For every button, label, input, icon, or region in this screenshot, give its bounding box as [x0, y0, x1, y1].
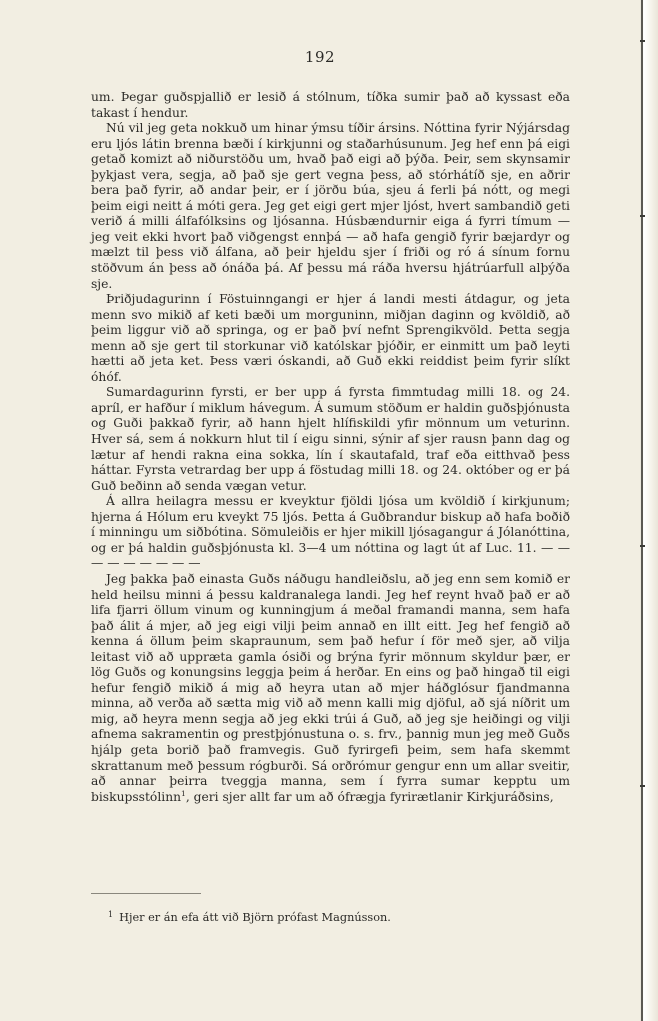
- paragraph-text: , geri sjer allt far um að ófrægja fyrirætlanir Kirkjuráðsins,: [185, 789, 554, 804]
- page-edge-mark: [640, 785, 645, 787]
- paragraph: Nú vil jeg geta nokkuð um hinar ýmsu tíðir ársins. Nóttina fyrir Nýjársdag eru ljós látin brenna bæði í kirkjunni og staðarhúsunum. Jeg hef enn þá eigi getað komizt að niðurstöðu um, hvað það eigi að þýða. Þeir, sem skynsamir þykjast vera, segja, að það sje gert vegna þess, að stórhátíð sje, en aðrir bera það fyrir, að andar þeir, er í jörðu búa, sjeu á ferli þá nótt, og megi þeim eigi neitt á móti gera. Jeg get eigi gert mjer ljóst, hvert sambandið geti verið á milli álfafólksins og ljósanna. Húsbændurnir eiga á fyrri tímum — jeg veit ekki hvort það viðgengst ennþá — að hafa gengið fyrir bæjardyr og mælzt til þess við álfana, að þeir hjeldu sjer í friði og ró á sínum fornu stöðvum án þess að ónáða þá. Af þessu má ráða hversu hjátrúarfull alþýða sje.: [91, 121, 570, 291]
- paragraph: [91, 572, 570, 805]
- footnote-text: Hjer er án efa átt við Björn prófast Magnússon.: [119, 911, 391, 924]
- footnote-divider: [91, 893, 201, 894]
- page-number: 192: [304, 48, 336, 66]
- body-text: [91, 90, 570, 805]
- footnote-reference: 1: [181, 788, 186, 798]
- paragraph: um. Þegar guðspjallið er lesið á stólnum, tíðka sumir það að kyssast eða takast í hendur.: [91, 90, 570, 120]
- paragraph-text: Jeg þakka það einasta Guðs náðugu handleiðslu, að jeg enn sem komið er held heilsu minni á þessu kaldranalega landi. Jeg hef reynt hvað það er að lifa fjarri öllum vinum og kunningjum á meðal framandi manna, sem hafa það álit á mjer, að jeg eigi vilji þeim annað en illt eitt. Jeg hef fengið að kenna á öllum þeim skapraunum, sem það hefur í för með sjer, að vilja leitast við að uppræta gamla ósiði og brýna fyrir mönnum skyldur þær, er lög Guðs og konungsins leggja þeim á herðar. En eins og það hingað til eigi hefur fengið mikið á mig að heyra utan að mjer háðglósur fjandmanna minna, að verða að sætta mig við að menn kalli mig djöful, að sjá níðrit um mig, að heyra menn segja að jeg ekki trúi á Guð, að jeg sje heiðingi og vilji afnema sakramentin og prestþjónustuna o. s. frv., þannig mun jeg með Guðs hjálp geta borið það framvegis. Guð fyrirgefi þeim, sem hafa skemmt skrattanum með þessum rógburði. Sá orðrómur gengur enn um allar sveitir, að annar þeirra tveggja manna, sem í fyrra sumar kepptu um biskupsstólinn: [91, 571, 570, 804]
- footnote: [108, 908, 568, 925]
- paragraph: Sumardagurinn fyrsti, er ber upp á fyrsta fimmtudag milli 18. og 24. apríl, er hafður í miklum hávegum. Á sumum stöðum er haldin guðsþjónusta og Guði þakkað fyrir, að hann hjelt hlífiskildi yfir mönnum um veturinn. Hver sá, sem á nokkurn hlut til í eigu sinni, sýnir af sjer rausn þann dag og lætur af hendi rakna eina sokka, lín í skautafald, traf eða eitthvað þess háttar. Fyrsta vetrardag ber upp á föstudag milli 18. og 24. október og er þá Guð beðinn að senda vægan vetur.: [91, 385, 570, 493]
- page-edge-mark: [640, 545, 645, 547]
- footnote-marker: 1: [108, 910, 114, 919]
- page-edge-mark: [640, 40, 645, 42]
- page-edge-line: [641, 0, 643, 1021]
- page-edge: [640, 0, 658, 1021]
- paragraph: Þriðjudagurinn í Föstuinngangi er hjer á landi mesti átdagur, og jeta menn svo mikið af keti bæði um morguninn, miðjan daginn og kvöldið, að þeim liggur við að springa, og er það því nefnt Sprengikvöld. Þetta segja menn að sje gert til storkunar við katólskar þjóðir, er einmitt um það leyti hætti að jeta ket. Þess væri óskandi, að Guð ekki reiddist þeim fyrir slíkt óhóf.: [91, 292, 570, 384]
- paragraph: Á allra heilagra messu er kveyktur fjöldi ljósa um kvöldið í kirkjunum; hjerna á Hólum eru kveykt 75 ljós. Þetta á Guðbrandur biskup að hafa boðið í minningu um siðbótina. Sömuleiðis er hjer mikill ljósagangur á Jólanóttina, og er þá haldin guðsþjónusta kl. 3—4 um nóttina og lagt út af Luc. 11. — — — — — — — — —: [91, 494, 570, 571]
- page-edge-mark: [640, 215, 645, 217]
